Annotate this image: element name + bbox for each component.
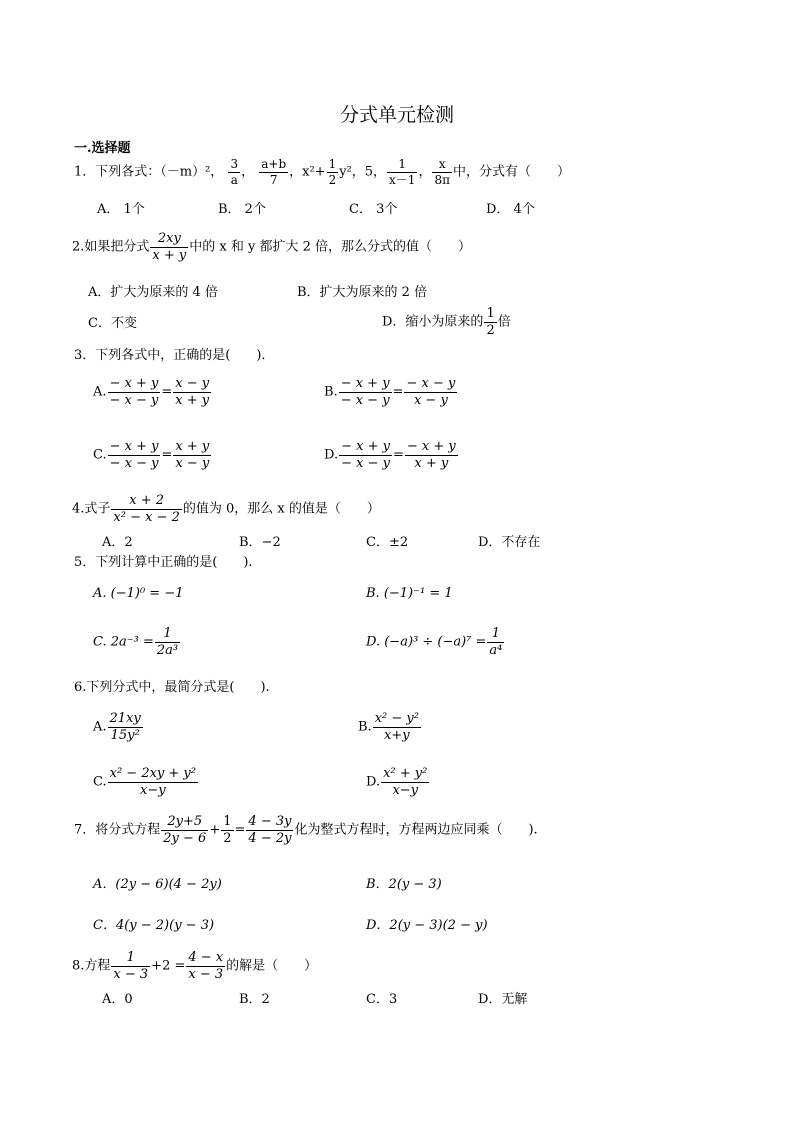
q3-a-right: $\frac{x - y}{x + y}$ [175,376,210,408]
q6-c-fraction: $\frac{\text{x² − 2xy + y²}}{x-y}$ [109,766,196,798]
q1-fraction-4: $\frac{1}{x-1}$ [389,157,416,187]
q4-option-b: B．−2 [239,535,281,550]
q6-a-fraction: $\frac{21xy}{\text{15y²}}$ [109,711,141,743]
q3-b-left: $\frac{- x + y}{- x - y}$ [340,376,390,408]
q6-d-fraction: $\frac{\text{x² + y²}}{x-y}$ [383,766,428,798]
q8-fraction-1: $\frac{1}{x - 3}$ [113,950,149,982]
question-4-stem: 4.式子 $\frac{x + 2}{\text{x² − x − 2}}$ 的值为 0，那么 x 的值是（ ） [72,493,380,525]
q8-option-c: C．3 [366,992,398,1007]
q3-option-a: A. $\frac{- x + y}{- x - y}$ = $\frac{x - y}{x + y}$ [93,376,210,408]
q3-option-b: B. $\frac{- x + y}{- x - y}$ = $\frac{- x - y}{x - y}$ [324,376,456,408]
q3-b-right: $\frac{- x - y}{x - y}$ [406,376,456,408]
q6-option-c: C. $\frac{\text{x² − 2xy + y²}}{x-y}$ [93,766,196,798]
question-6-stem: 6.下列分式中，最简分式是( ). [74,680,270,695]
question-3-stem: 3．下列各式中，正确的是( )． [74,348,275,363]
q1-fraction-2: $\frac{a+b}{7}$ [261,157,287,187]
q5-option-b: B. (−1)⁻¹ = 1 [366,586,453,601]
q7-fraction-1: $\frac{2y+5}{2y - 6}$ [163,814,207,846]
q1-prefix: 1．下列各式：（－m）²， [74,164,224,180]
q3-c-left: $\frac{- x + y}{- x - y}$ [109,439,159,471]
q6-b-fraction: $\frac{\text{x² − y²}}{x+y}$ [374,711,419,743]
q3-d-left: $\frac{- x + y}{- x - y}$ [341,439,390,471]
q1-option-d: D． 4个 [486,202,535,217]
page-title: 分式单元检测 [339,104,454,126]
question-7-stem: 7．将分式方程 $\frac{2y+5}{2y - 6}$ + $\frac{1}{2}$ = $\frac{4 - 3y}{4 - 2y}$ 化为整式方程时，方程两边应同乘（ ). [74,814,538,846]
q4-option-d: D．不存在 [478,535,541,550]
q1-option-c: C． 3个 [349,202,398,217]
q1-fraction-3: $\frac{1}{2}$ [328,157,337,187]
q2-option-d: D．缩小为原来的 $\frac{1}{2}$ 倍 [382,306,511,338]
q6-option-a: A. $\frac{21xy}{\text{15y²}}$ [93,711,141,743]
q5-c-fraction: $\frac{1}{\text{2a³}}$ [156,626,179,658]
q5-d-fraction: $\frac{1}{\text{a⁴}}$ [489,626,503,658]
q8-option-a: A．0 [102,992,133,1007]
q2-option-b: B．扩大为原来的 2 倍 [297,285,428,300]
q5-option-c: C. 2a⁻³ = $\frac{1}{\text{2a³}}$ [93,626,179,658]
q1-fraction-1: $\frac{3}{a}$ [230,157,239,187]
q5-option-a: A. (−1)⁰ = −1 [93,586,184,601]
q6-option-d: D. $\frac{\text{x² + y²}}{x-y}$ [366,766,428,798]
q3-a-left: $\frac{- x + y}{- x - y}$ [109,376,159,408]
q2-option-a: A．扩大为原来的 4 倍 [88,285,218,300]
q3-c-right: $\frac{x + y}{x - y}$ [175,439,210,471]
question-1-stem: 1．下列各式：（－m）²， $\frac{3}{a}$ ， $\frac{a+b}{7}$ ，x²+ $\frac{1}{2}$ y²，5， $\frac{1}{x-1}$ ， $\frac{x}{8\pi}$ 中，分式有（ ） [74,157,570,187]
q3-option-c: C. $\frac{- x + y}{- x - y}$ = $\frac{x + y}{x - y}$ [93,439,210,471]
q1-option-b: B． 2个 [218,202,266,217]
q2-option-c: C．不变 [88,316,137,331]
q3-option-d: D. $\frac{- x + y}{- x - y}$ = $\frac{- x + y}{x + y}$ [324,439,456,471]
q4-option-c: C．±2 [366,535,409,550]
q2-fraction: $\frac{2xy}{x + y}$ [152,231,187,263]
q2-option-d-fraction: $\frac{1}{2}$ [486,306,495,338]
question-5-stem: 5．下列计算中正确的是( ). [74,555,253,570]
question-2-stem: 2.如果把分式 $\frac{2xy}{x + y}$ 中的 x 和 y 都扩大 2 倍，那么分式的值（ ） [72,231,471,263]
q4-option-a: A．2 [102,535,133,550]
q7-fraction-2: $\frac{1}{2}$ [223,814,232,846]
q7-option-a: A．(2y − 6)(4 − 2y) [93,877,222,892]
q8-option-d: D．无解 [478,992,528,1007]
q7-fraction-3: $\frac{4 - 3y}{4 - 2y}$ [248,814,292,846]
q1-fraction-5: $\frac{x}{8\pi}$ [434,157,450,187]
q4-fraction: $\frac{x + 2}{\text{x² − x − 2}}$ [113,493,180,525]
q7-option-c: C．4(y − 2)(y − 3) [93,918,215,933]
q7-option-d: D．2(y − 3)(2 − y) [366,918,488,933]
q1-suffix: 中，分式有（ ） [452,164,570,180]
q6-option-b: B. $\frac{\text{x² − y²}}{x+y}$ [358,711,419,743]
q1-option-a: A． 1个 [97,202,145,217]
section-heading: 一.选择题 [74,141,131,156]
question-8-stem: 8.方程 $\frac{1}{x - 3}$ +2 = $\frac{4 - x}{x - 3}$ 的解是（ ） [72,950,318,982]
q8-fraction-2: $\frac{4 - x}{x - 3}$ [188,950,224,982]
q3-d-right: $\frac{- x + y}{x + y}$ [406,439,456,471]
q8-option-b: B．2 [239,992,270,1007]
q5-option-d: D. (−a)³ ÷ (−a)⁷ = $\frac{1}{\text{a⁴}}$ [366,626,503,658]
q7-option-b: B．2(y − 3) [366,877,442,892]
